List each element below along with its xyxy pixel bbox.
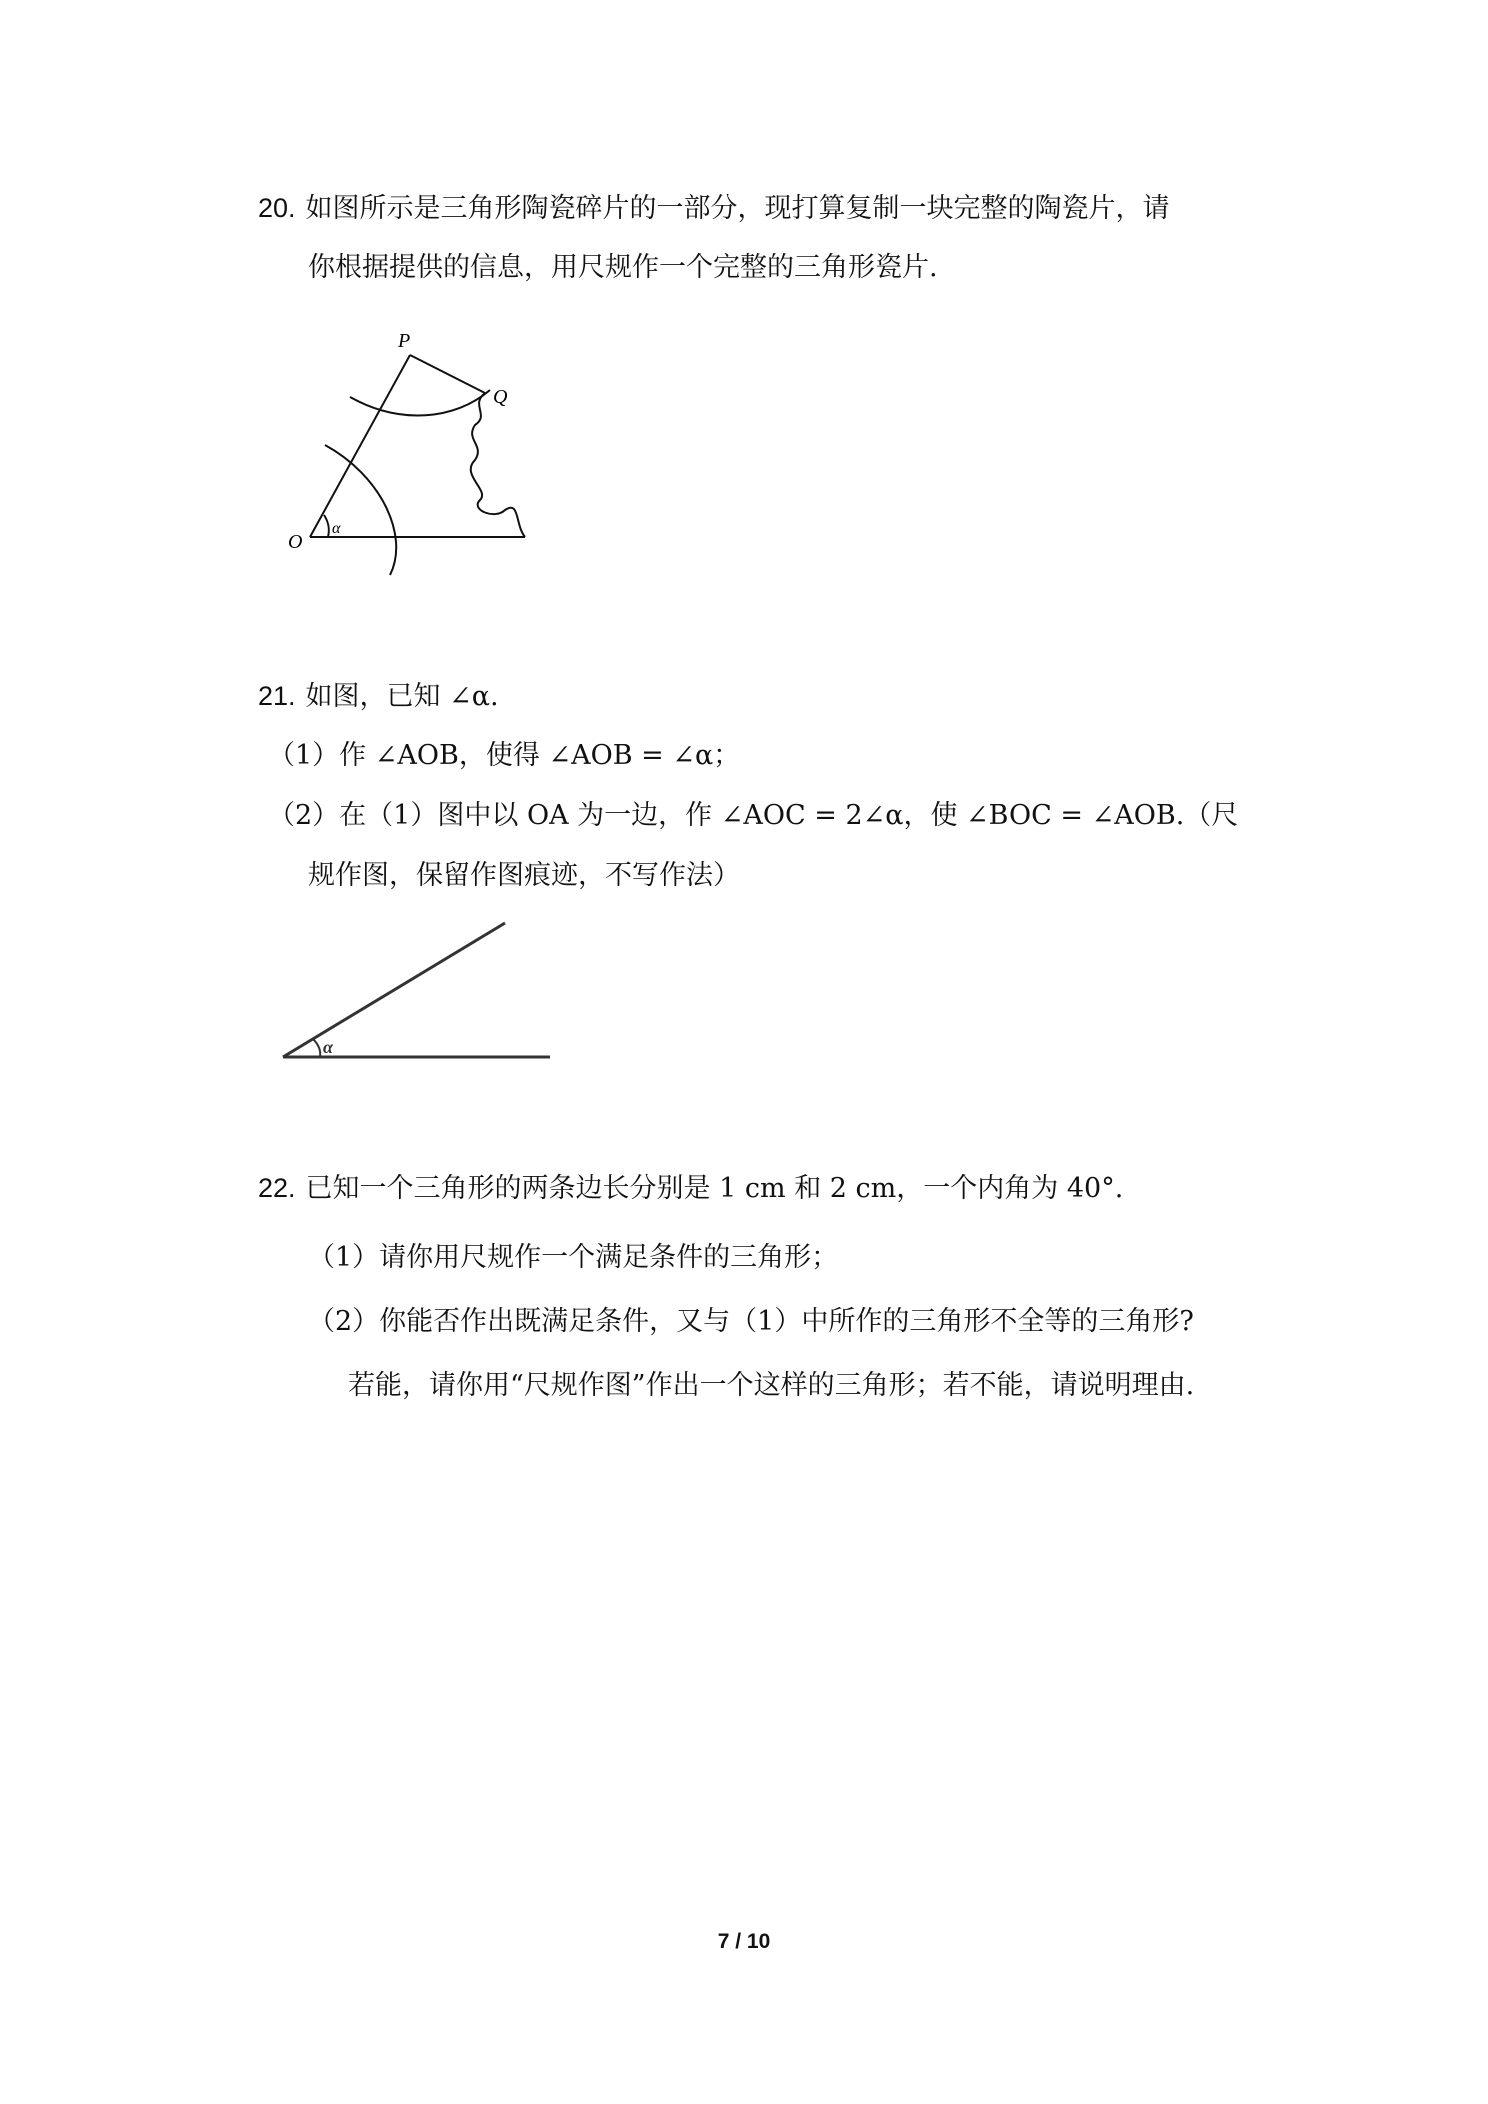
q20-figure [280, 325, 540, 590]
q22-number: 22. [258, 1173, 296, 1203]
q21-text-1: 如图，已知 ∠α. [305, 681, 499, 712]
q21-angle-mark [313, 1039, 320, 1057]
q22-part-2-line-1: （2）你能否作出既满足条件，又与（1）中所作的三角形不全等的三角形? [308, 1306, 1194, 1337]
q22-text-1: 已知一个三角形的两条边长分别是 1 cm 和 2 cm，一个内角为 40°. [305, 1173, 1124, 1204]
q20-text-1: 如图所示是三角形陶瓷碎片的一部分，现打算复制一块完整的陶瓷片，请 [305, 193, 1170, 224]
page-number: 7 / 10 [717, 1930, 771, 1953]
q21-figure [275, 915, 575, 1075]
q21-label-alpha: α [323, 1037, 333, 1057]
q21-part-2-line-1: （2）在（1）图中以 OA 为一边，作 ∠AOC = 2∠α，使 ∠BOC = ∠AOB.（尺 [268, 800, 1239, 831]
q21-line-1 [258, 676, 499, 717]
q20-label-alpha: α [332, 520, 341, 537]
q22-part-1: （1）请你用尺规作一个满足条件的三角形； [308, 1242, 839, 1273]
q20-angle-mark [324, 515, 329, 537]
q20-side-pq [410, 355, 485, 393]
q20-arc-lower [325, 445, 396, 575]
q20-line-2: 你根据提供的信息，用尺规作一个完整的三角形瓷片. [308, 252, 938, 283]
q21-number: 21. [258, 681, 296, 711]
q20-number: 20. [258, 193, 296, 223]
q20-label-o: O [288, 531, 303, 553]
q20-label-q: Q [493, 386, 508, 408]
q20-arc-upper [350, 390, 490, 415]
q22-line-1 [258, 1168, 1123, 1209]
q20-label-p: P [398, 330, 411, 352]
q22-part-2-line-2: 若能，请你用“尺规作图”作出一个这样的三角形；若不能，请说明理由. [348, 1370, 1195, 1401]
q21-part-1: （1）作 ∠AOB，使得 ∠AOB = ∠α； [268, 740, 741, 771]
q21-ray-upper [283, 923, 505, 1057]
q21-part-2-line-2: 规作图，保留作图痕迹，不写作法） [308, 860, 740, 891]
q20-broken-edge [471, 393, 525, 537]
q20-line-1 [258, 188, 1170, 229]
